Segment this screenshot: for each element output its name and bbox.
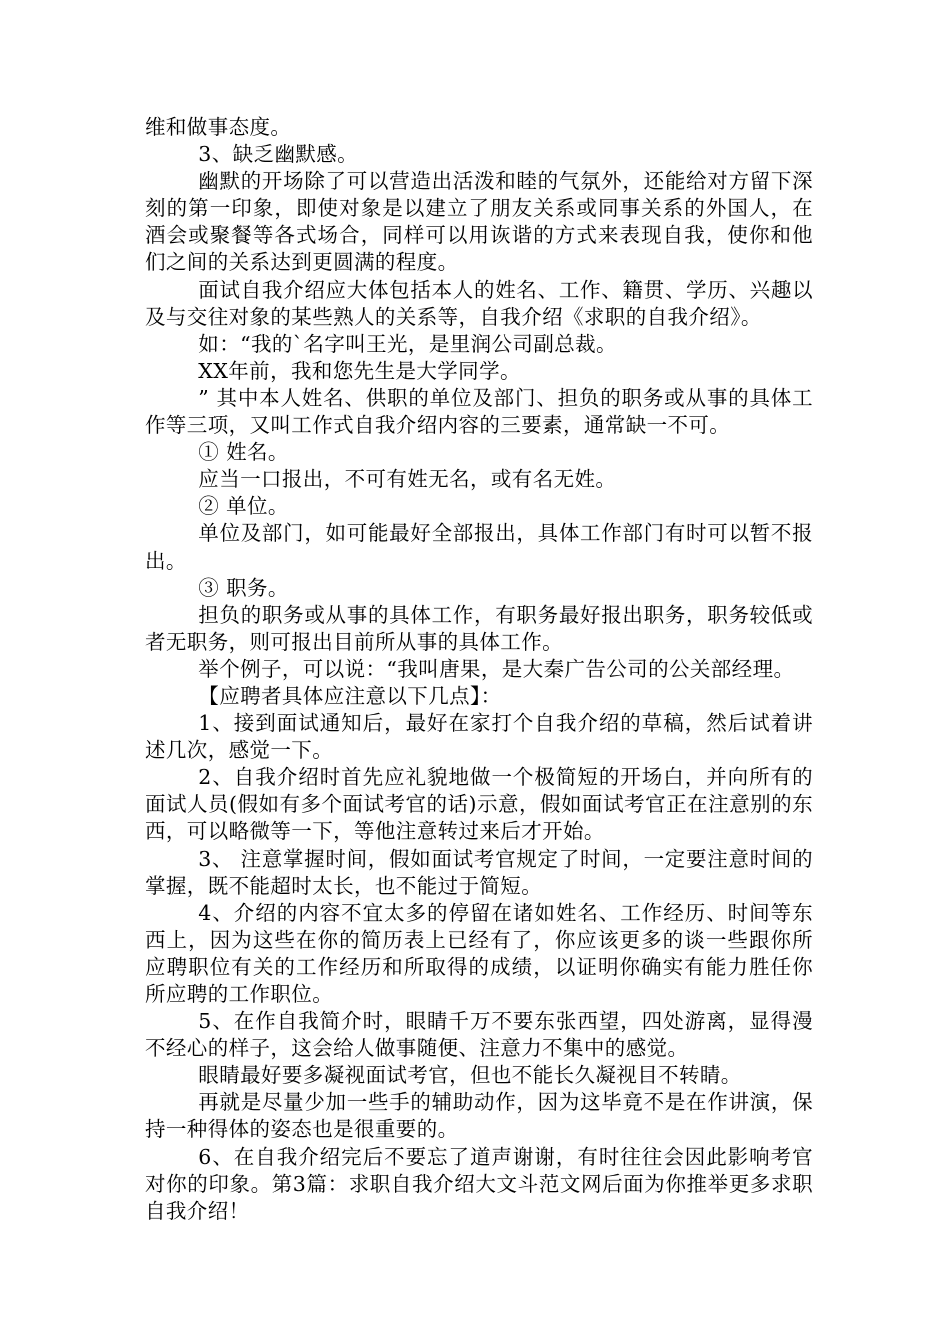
paragraph-heading-humor: 3、缺乏幽默感。 bbox=[198, 142, 359, 167]
list-item: 3、 注意掌握时间，假如面试考官规定了时间，一定要注意时间的掌握，既不能超时太长，也不能过于简短。 bbox=[145, 846, 813, 898]
paragraph-item-unit: ② 单位。 bbox=[198, 494, 289, 519]
list-item: 6、在自我介绍完后不要忘了道声谢谢，有时往往会因此影响考官对你的印象。第3篇：求职自我介绍大文斗范文网后面为你推举更多求职自我介绍！ bbox=[145, 1144, 813, 1223]
list-item: 4、介绍的内容不宜太多的停留在诸如姓名、工作经历、时间等东西上，因为这些在你的简历表上已经有了，你应该更多的谈一些跟你所应聘职位有关的工作经历和所取得的成绩，以证明你确实有能力胜任你所应聘的工作职位。 bbox=[145, 900, 813, 1006]
paragraph-item-position: ③ 职务。 bbox=[198, 575, 289, 600]
paragraph: 再就是尽量少加一些手的辅助动作，因为这毕竟不是在作讲演，保持一种得体的姿态也是很重要的。 bbox=[145, 1090, 813, 1142]
list-item: 1、接到面试通知后，最好在家打个自我介绍的草稿，然后试着讲述几次，感觉一下。 bbox=[145, 711, 813, 763]
paragraph-example: XX年前，我和您先生是大学同学。 bbox=[198, 358, 521, 383]
section-heading: 【应聘者具体应注意以下几点】： bbox=[198, 683, 502, 708]
paragraph: 幽默的开场除了可以营造出活泼和睦的气氛外，还能给对方留下深刻的第一印象，即使对象是以建立了朋友关系或同事关系的外国人，在酒会或聚餐等各式场合，同样可以用诙谐的方式来表现自我，使你和他们之间的关系达到更圆满的程度。 bbox=[145, 169, 813, 275]
list-item: 5、在作自我简介时，眼睛千万不要东张西望，四处游离，显得漫不经心的样子，这会给人做事随便、注意力不集中的感觉。 bbox=[145, 1009, 813, 1061]
paragraph: 应当一口报出，不可有姓无名，或有名无姓。 bbox=[198, 467, 617, 492]
paragraph-example: 举个例子，可以说：“我叫唐果，是大秦广告公司的公关部经理。 bbox=[198, 656, 795, 681]
paragraph-item-name: ① 姓名。 bbox=[198, 440, 289, 465]
paragraph: 面试自我介绍应大体包括本人的姓名、工作、籍贯、学历、兴趣以及与交往对象的某些熟人的关系等，自我介绍《求职的自我介绍》。 bbox=[145, 277, 813, 329]
document-body bbox=[145, 114, 813, 1225]
paragraph: 单位及部门，如可能最好全部报出，具体工作部门有时可以暂不报出。 bbox=[145, 521, 813, 573]
paragraph: 担负的职务或从事的具体工作，有职务最好报出职务，职务较低或者无职务，则可报出目前所从事的具体工作。 bbox=[145, 602, 813, 654]
paragraph-example: 如：“我的`名字叫王光，是里润公司副总裁。 bbox=[198, 331, 617, 356]
paragraph-continuation: 维和做事态度。 bbox=[145, 115, 292, 139]
paragraph: ” 其中本人姓名、供职的单位及部门、担负的职务或从事的具体工作等三项，又叫工作式自我介绍内容的三要素，通常缺一不可。 bbox=[145, 385, 813, 438]
paragraph: 眼睛最好要多凝视面试考官，但也不能长久凝视目不转睛。 bbox=[198, 1063, 742, 1088]
list-item: 2、自我介绍时首先应礼貌地做一个极简短的开场白，并向所有的面试人员(假如有多个面试考官的话)示意，假如面试考官正在注意别的东西，可以略微等一下，等他注意转过来后才开始。 bbox=[145, 765, 813, 844]
